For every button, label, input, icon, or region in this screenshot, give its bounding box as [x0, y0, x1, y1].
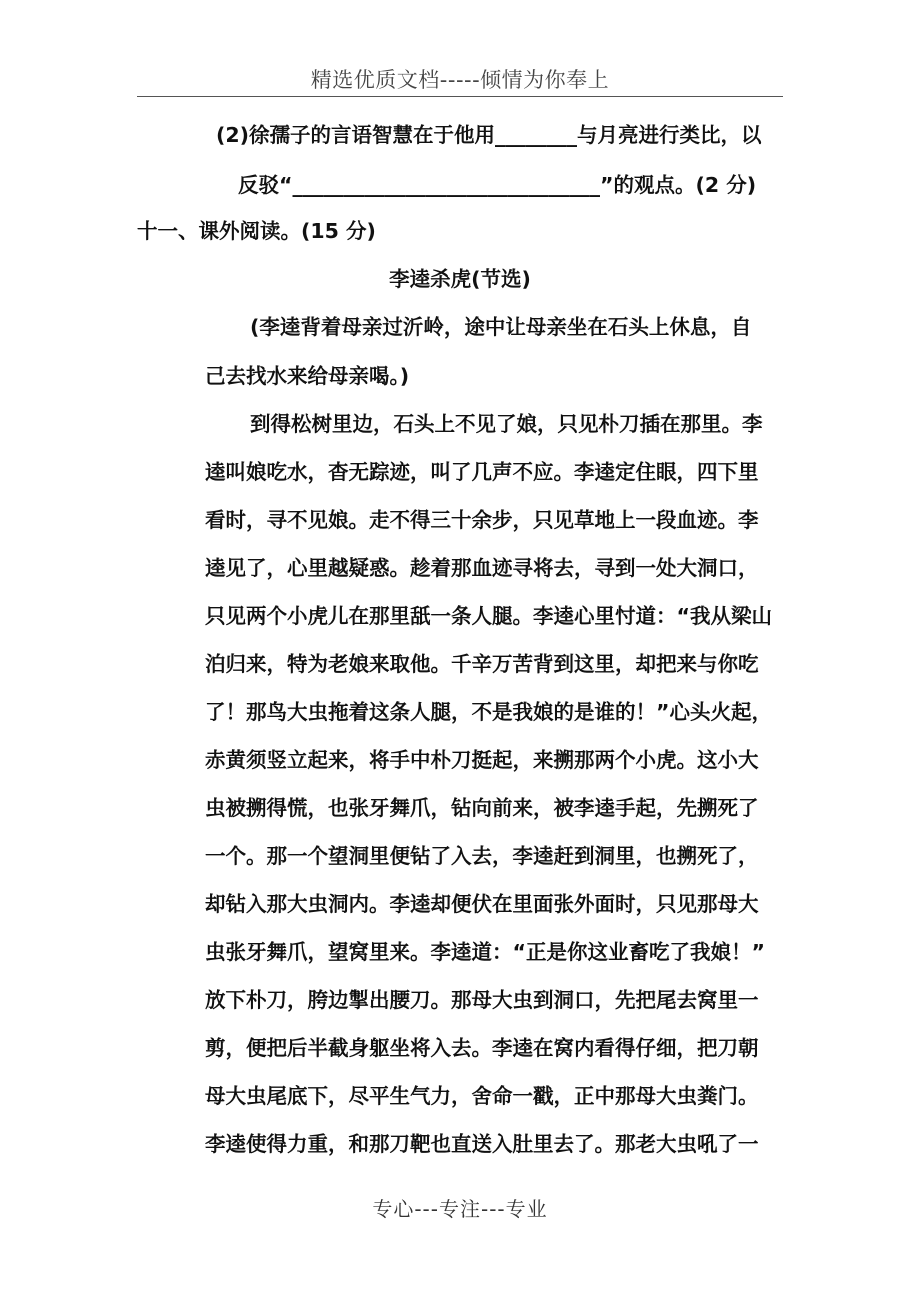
body-line: 虫被搠得慌，也张牙舞爪，钻向前来，被李逵手起，先搠死了: [205, 796, 759, 820]
body-line: 看时，寻不见娘。走不得三十余步，只见草地上一段血迹。李: [205, 508, 759, 532]
intro-line: 己去找水来给母亲喝。): [205, 364, 410, 388]
page-header: 精选优质文档-----倾情为你奉上: [310, 68, 610, 92]
body-line: 泊归来，特为老娘来取他。千辛万苦背到这里，却把来与你吃: [205, 652, 759, 676]
body-line: 一个。那一个望洞里便钻了入去，李逵赶到洞里，也搠死了，: [205, 844, 759, 868]
body-line: 逵叫娘吃水，杳无踪迹，叫了几声不应。李逵定住眼，四下里: [205, 460, 759, 484]
section-heading: 十一、课外阅读。(15 分): [137, 219, 376, 243]
body-line: 只见两个小虎儿在那里舐一条人腿。李逵心里忖道：“我从梁山: [205, 604, 772, 628]
body-line: 李逵使得力重，和那刀靶也直送入肚里去了。那老大虫吼了一: [205, 1132, 759, 1156]
body-line: 剪，便把后半截身躯坐将入去。李逵在窝内看得仔细，把刀朝: [205, 1036, 759, 1060]
body-line: 虫张牙舞爪，望窝里来。李逵道：“正是你这业畜吃了我娘！”: [205, 940, 765, 964]
body-line: 赤黄须竖立起来，将手中朴刀挺起，来搠那两个小虎。这小大: [205, 748, 759, 772]
page-footer: 专心---专注---专业: [372, 1197, 548, 1221]
body-line: 母大虫尾底下，尽平生气力，舍命一戳，正中那母大虫粪门。: [205, 1084, 759, 1108]
intro-line: (李逵背着母亲过沂岭，途中让母亲坐在石头上休息，自: [250, 315, 752, 339]
question-line-2: 反驳“______________________________”的观点。(2 分): [238, 173, 757, 197]
question-line-1: (2)徐孺子的言语智慧在于他用________与月亮进行类比，以: [216, 123, 762, 147]
body-line: 了！那鸟大虫拖着这条人腿，不是我娘的是谁的！”心头火起，: [205, 700, 772, 724]
body-line: 到得松树里边，石头上不见了娘，只见朴刀插在那里。李: [250, 412, 763, 436]
body-line: 放下朴刀，胯边掣出腰刀。那母大虫到洞口，先把尾去窝里一: [205, 988, 759, 1012]
body-line: 却钻入那大虫洞内。李逵却便伏在里面张外面时，只见那母大: [205, 892, 759, 916]
body-line: 逵见了，心里越疑惑。趁着那血迹寻将去，寻到一处大洞口，: [205, 556, 759, 580]
article-title: 李逵杀虎(节选): [389, 267, 531, 291]
header-divider: [137, 96, 783, 97]
